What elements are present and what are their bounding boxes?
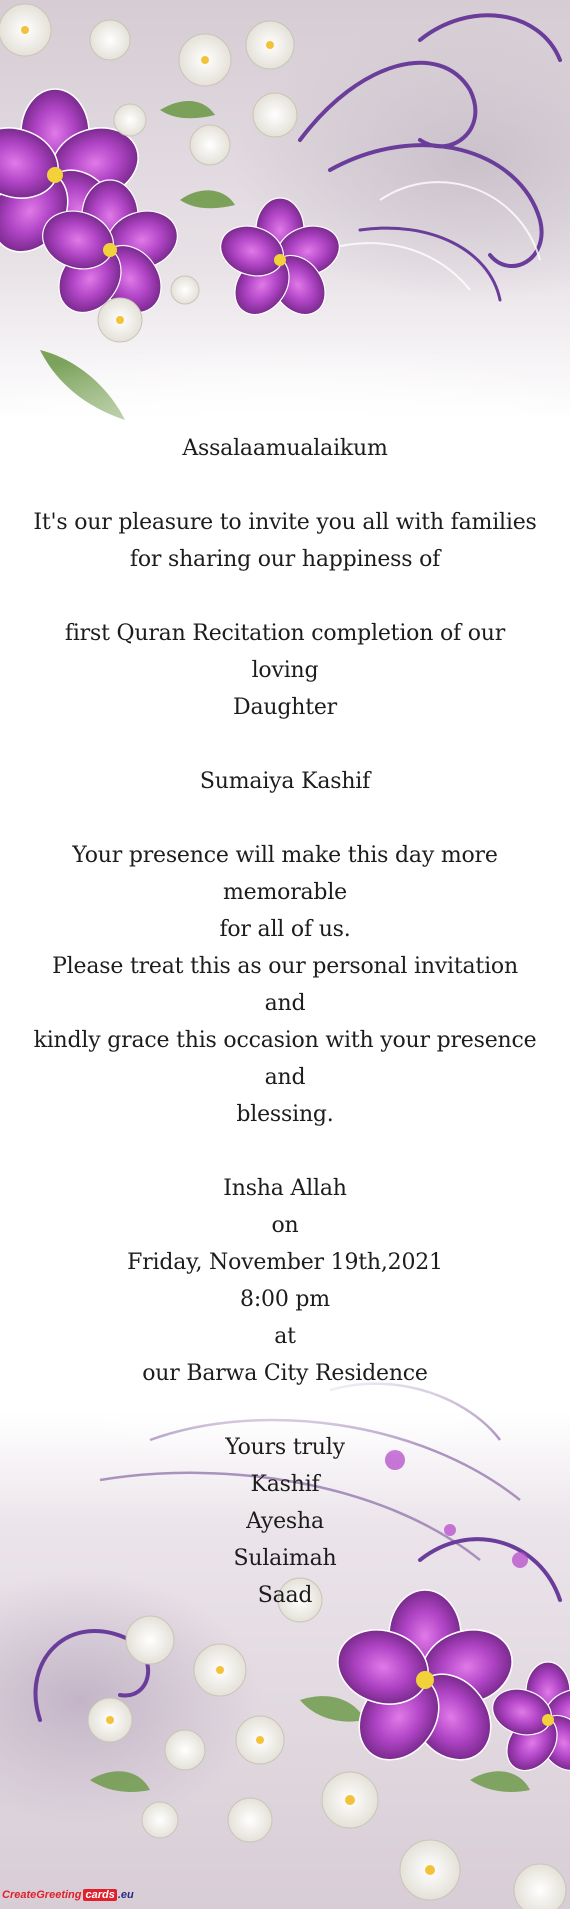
on-label: on [271,1213,299,1238]
signatory-sulaimah: Sulaimah [233,1546,337,1571]
intro-line-1: It's our pleasure to invite you all with families [33,510,537,535]
watermark-domain-text: .eu [117,1889,134,1901]
invitation-text [30,430,540,1614]
watermark-cards-text: cards [85,1889,115,1901]
request-line-1: Please treat this as our personal invitation and [52,954,518,1016]
intro-line-2: for sharing our happiness of [129,547,441,572]
presence-line-2: for all of us. [219,917,351,942]
signatory-saad: Saad [257,1583,313,1608]
occasion-line-1: first Quran Recitation completion of our loving [64,621,506,683]
greeting: Assalaamualaikum [182,436,388,461]
request-line-3: blessing. [236,1102,334,1127]
purple-flower-bottom-large [328,1590,522,1775]
venue: our Barwa City Residence [142,1361,428,1386]
site-watermark-logo[interactable] [2,1884,134,1906]
signatory-kashif: Kashif [250,1472,320,1497]
white-flowers-bottom [88,1578,566,1909]
request-line-2: kindly grace this occasion with your presence and [33,1028,537,1090]
purple-flower-top-right [214,198,346,325]
occasion-line-2: Daughter [233,695,337,720]
honoree-name: Sumaiya Kashif [199,769,371,794]
insha-allah: Insha Allah [223,1176,347,1201]
watermark-create-text: CreateGreeting [2,1889,82,1901]
at-label: at [274,1324,296,1349]
event-time: 8:00 pm [240,1287,330,1312]
signatory-ayesha: Ayesha [246,1509,324,1534]
presence-line-1: Your presence will make this day more memorable [72,843,498,905]
signoff: Yours truly [225,1435,345,1460]
event-date: Friday, November 19th,2021 [127,1250,443,1275]
